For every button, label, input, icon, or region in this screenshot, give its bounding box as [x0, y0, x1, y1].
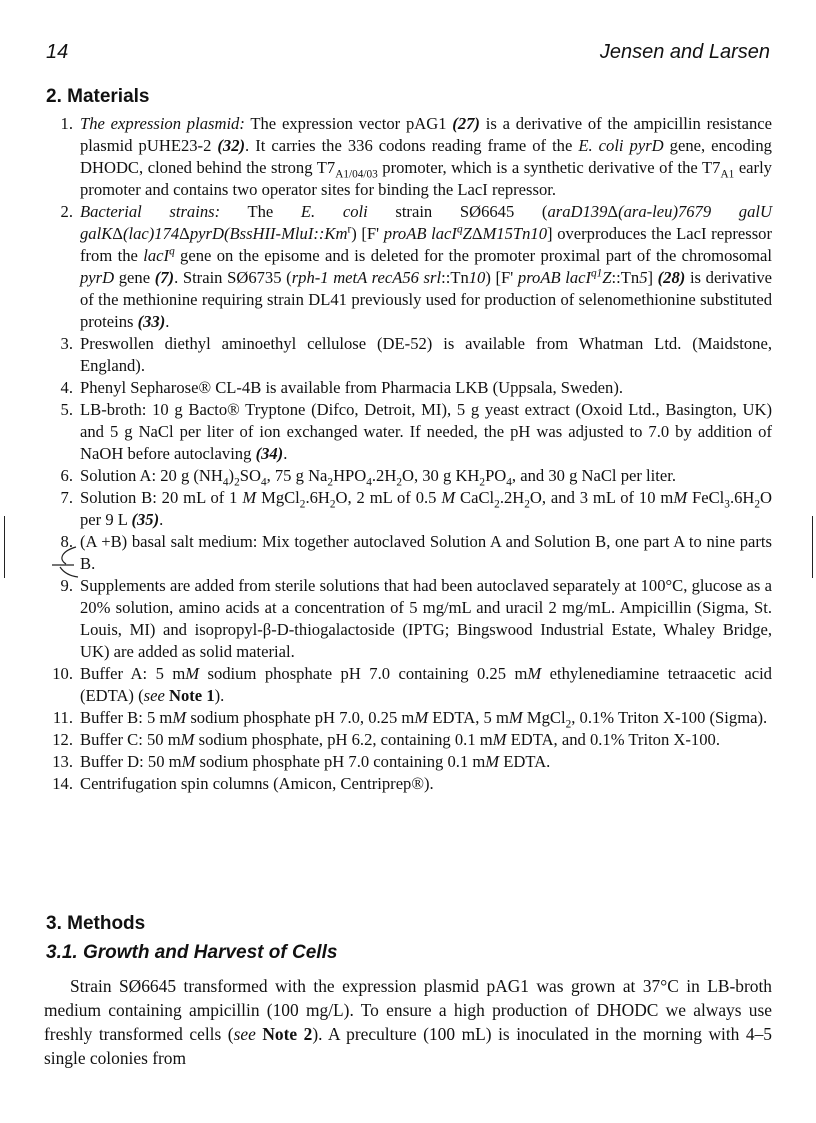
materials-item-11: 11. Buffer B: 5 mM sodium phosphate pH 7.0, 0.25 mM EDTA, 5 mM MgCl$_2$, 0.1% Triton X-100 (Sigma).	[52, 708, 768, 731]
page-number: 14	[46, 41, 69, 63]
left-crop-mark	[4, 516, 5, 578]
right-crop-mark	[812, 516, 813, 578]
materials-item-13: 13. Buffer D: 50 mM sodium phosphate pH 7.0 containing 0.1 mM EDTA.	[52, 752, 551, 771]
materials-item-6: 6. Solution A: 20 g $(NH_4)_2SO_4$, 75 g $Na_2HPO_4.2H_2O$, 30 g $KH_2PO_4$, and 30 g NaCl per liter.	[60, 466, 676, 489]
materials-list	[0, 113, 816, 795]
materials-item-14: 14. Centrifugation spin columns (Amicon, Centriprep®).	[52, 774, 434, 793]
materials-item-2: 2. Bacterial strains: The E. coli strain SØ6645 (araD139Δ(ara-leu)7679 galU galKΔ(lac)174ΔpyrD(BssHII-MluI::Km$^r$) [F' proAB lacI$^q$ZΔM15Tn10] overproduces the LacI repressor from the lacI$^q$ gene on the episome and is deleted for the promoter proximal part of the chromosomal pyrD gene (7). Strain SØ6735 (rph-1 metA recA56 srl::Tn10) [F' proAB lacI$^{q1}$Z::Tn5] (28) is derivative of the methionine requiring strain DL41 previously used for production of selenomethionine substituted proteins (33).	[60, 202, 773, 331]
growth-harvest-paragraph: Strain SØ6645 transformed with the expression plasmid pAG1 was grown at 37°C in LB-broth medium containing ampicillin (100 mg/L). To ensure a high production of DHODC we always use freshly transformed cells (see Note 2). A preculture (100 mL) is inoculated in the morning with 4–5 single colonies from	[44, 976, 772, 1068]
materials-heading: 2. Materials	[46, 86, 150, 107]
materials-item-7: 7. Solution B: 20 mL of 1 M $MgCl_2.6H_2O$, 2 mL of 0.5 M $CaCl_2.2H_2O$, and 3 mL of 10 mM $FeCl_3.6H_2O$ per 9 L (35).	[60, 488, 772, 529]
materials-item-9: 9. Supplements are added from sterile solutions that had been autoclaved separately at 100°C, glucose as a 20% solution, amino acids at a concentration of 5 mg/mL and uracil 2 mg/mL. Ampicillin (Sigma, St. Louis, MI) and isopropyl-β-D-thiogalactoside (IPTG; Bingswood Industrial Estate, Whaley Bridge, UK) are added as solid material.	[60, 576, 773, 661]
running-title: Jensen and Larsen	[599, 41, 770, 63]
materials-item-8: 8. (A +B) basal salt medium: Mix together autoclaved Solution A and Solution B, one part A to nine parts B.	[60, 532, 772, 573]
materials-item-4: 4. Phenyl Sepharose® CL-4B is available from Pharmacia LKB (Uppsala, Sweden).	[60, 378, 624, 397]
materials-item-10: 10. Buffer A: 5 mM sodium phosphate pH 7.0 containing 0.25 mM ethylenediamine tetraacetic acid (EDTA) (see Note 1).	[52, 664, 772, 705]
materials-item-1: 1. The expression plasmid: The expression vector pAG1 (27) is a derivative of the ampicillin resistance plasmid pUHE23-2 (32). It carries the 336 codons reading frame of the E. coli pyrD gene, encoding DHODC, cloned behind the strong $T7_{A1/04/03}$ promoter, which is a synthetic derivative of the $T7_{A1}$ early promoter and contains two operator sites for binding the LacI repressor.	[60, 114, 772, 199]
materials-item-12: 12. Buffer C: 50 mM sodium phosphate, pH 6.2, containing 0.1 mM EDTA, and 0.1% Triton X-100.	[52, 730, 720, 749]
growth-harvest-subheading: 3.1. Growth and Harvest of Cells	[46, 942, 338, 963]
materials-item-5: 5. LB-broth: 10 g Bacto® Tryptone (Difco, Detroit, MI), 5 g yeast extract (Oxoid Ltd., Basington, UK) and 5 g NaCl per liter of ion exchanged water. If needed, the pH was adjusted to 7.0 by addition of NaOH before autoclaving (34).	[60, 400, 772, 463]
handwritten-bracket-mark	[50, 545, 90, 585]
materials-item-3: 3. Preswollen diethyl aminoethyl cellulose (DE-52) is available from Whatman Ltd. (Maidstone, England).	[60, 334, 772, 375]
methods-heading: 3. Methods	[46, 913, 146, 934]
